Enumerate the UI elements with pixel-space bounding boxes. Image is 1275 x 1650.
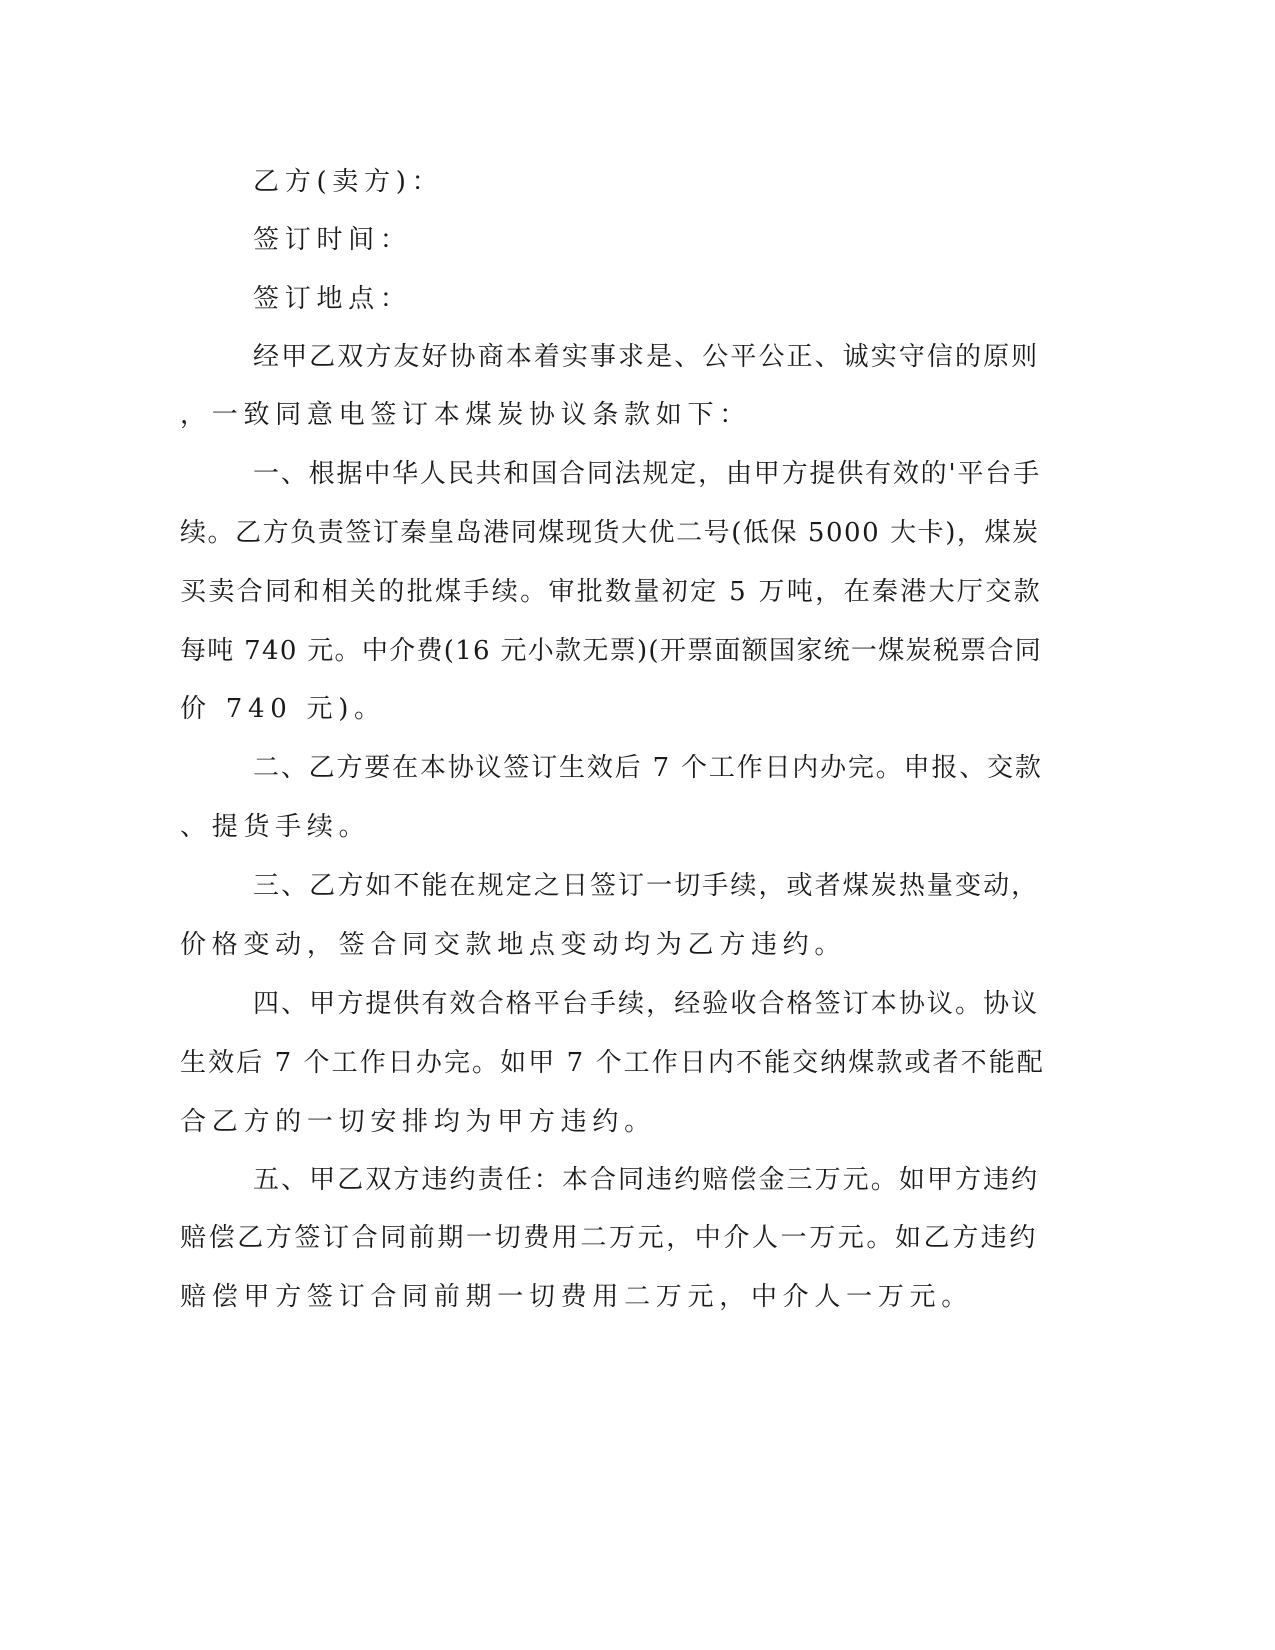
intro-line: 经甲乙双方友好协商本着实事求是、公平公正、诚实守信的原则 xyxy=(253,342,1040,372)
clause-5-line: 赔偿乙方签订合同前期一切费用二万元，中介人一万元。如乙方违约 xyxy=(180,1223,1039,1253)
clause-4-line: 生效后 7 个工作日办完。如甲 7 个工作日内不能交纳煤款或者不能配 xyxy=(180,1048,1045,1078)
clause-1-line: 价 740 元)。 xyxy=(180,694,386,724)
clause-2-line: 、提货手续。 xyxy=(180,812,371,842)
field-party-b-seller: 乙方(卖方)： xyxy=(253,167,444,197)
field-signing-location: 签订地点： xyxy=(253,284,412,314)
clause-1-line: 买卖合同和相关的批煤手续。审批数量初定 5 万吨，在秦港大厅交款 xyxy=(180,577,1042,607)
clause-1-line: 一、根据中华人民共和国合同法规定，由甲方提供有效的'平台手 xyxy=(253,459,1041,489)
clause-3-line: 价格变动，签合同交款地点变动均为乙方违约。 xyxy=(180,930,847,960)
field-signing-date: 签订时间： xyxy=(253,225,412,255)
clause-4-line: 合乙方的一切安排均为甲方违约。 xyxy=(180,1107,656,1137)
clause-4-line: 四、甲方提供有效合格平台手续，经验收合格签订本协议。协议 xyxy=(253,989,1040,1019)
clause-5-line: 赔偿甲方签订合同前期一切费用二万元，中介人一万元。 xyxy=(180,1282,974,1312)
clause-1-line: 续。乙方负责签订秦皇岛港同煤现货大优二号(低保 5000 大卡)，煤炭 xyxy=(180,518,1040,548)
clause-2-line: 二、乙方要在本协议签订生效后 7 个工作日内办完。申报、交款 xyxy=(253,753,1043,783)
clause-5-line: 五、甲乙双方违约责任：本合同违约赔偿金三万元。如甲方违约 xyxy=(253,1165,1040,1195)
clause-3-line: 三、乙方如不能在规定之日签订一切手续，或者煤炭热量变动， xyxy=(253,871,1040,901)
intro-line: ，一致同意电签订本煤炭协议条款如下： xyxy=(180,400,751,430)
clause-1-line: 每吨 740 元。中介费(16 元小款无票)(开票面额国家统一煤炭税票合同 xyxy=(180,636,1043,666)
